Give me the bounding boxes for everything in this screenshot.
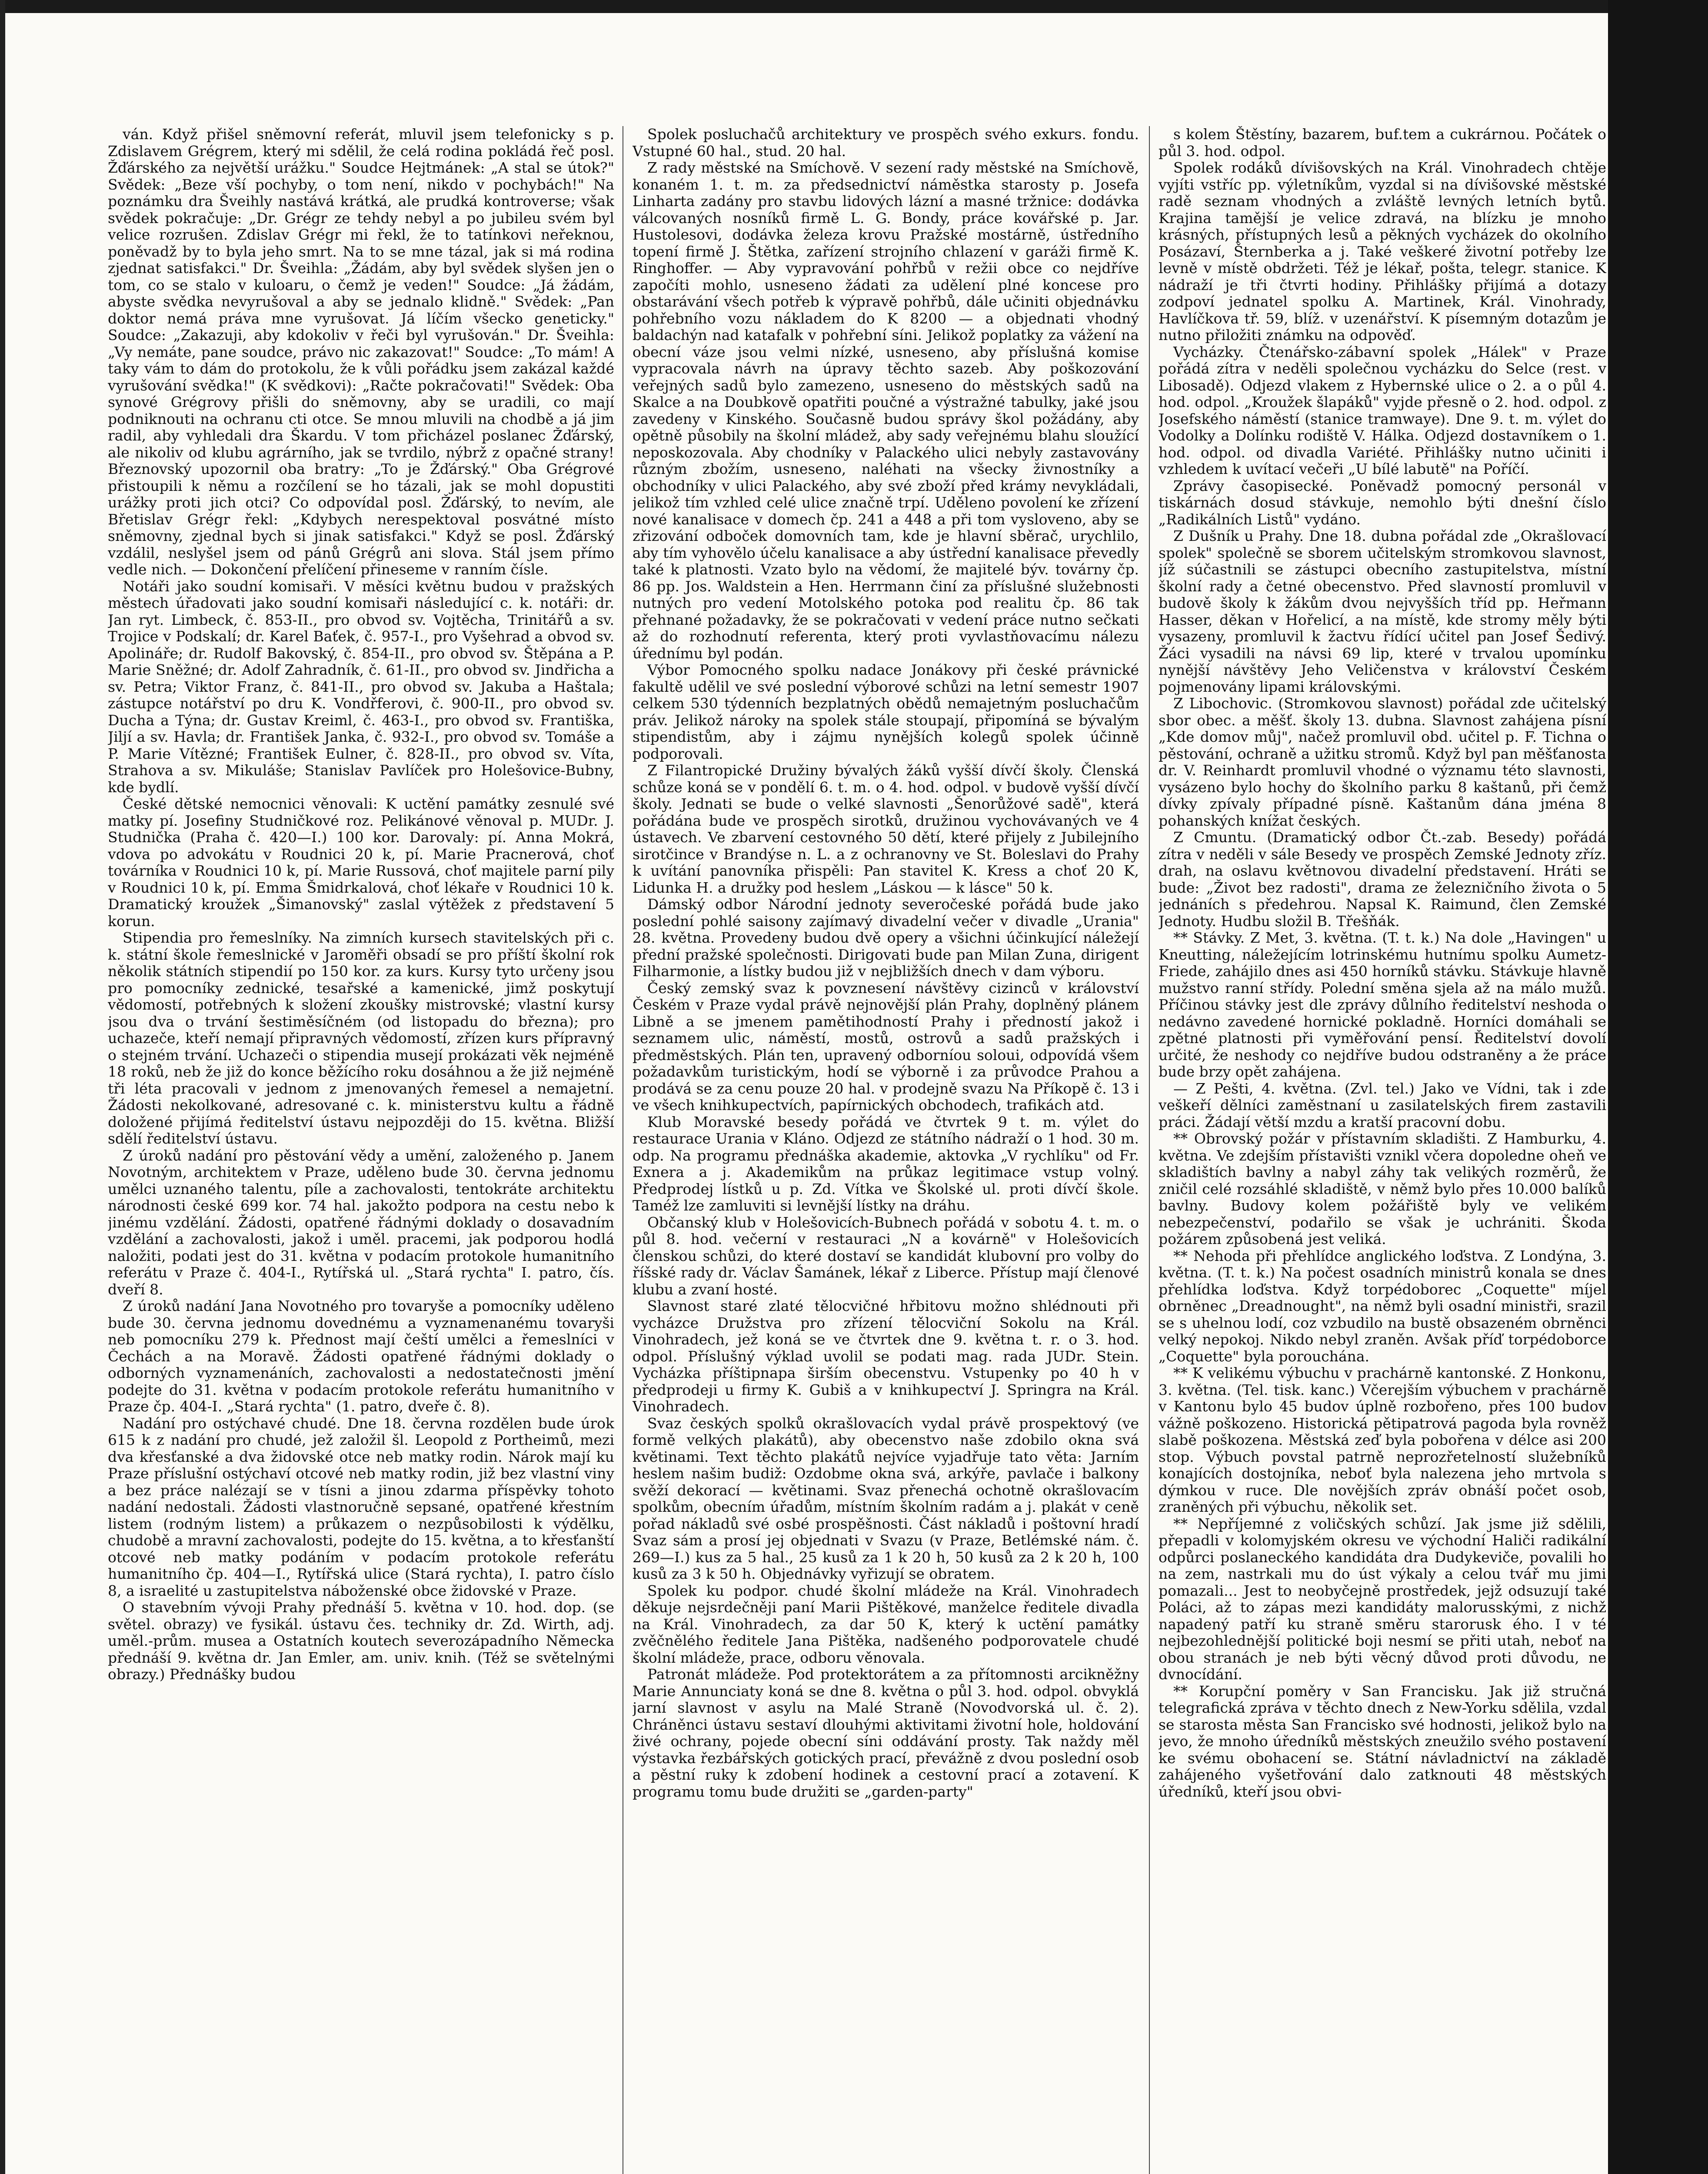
article-paragraph: Patronát mládeže. Pod protektorátem a za přítomnosti arcikněžny Marie Annunciaty koná se dne 8. května o půl 3. hod. odpol. obvyklá jarní slavnost v asylu na Malé Straně (Novodvorská ul. č. 2). Chráněnci ústavu sestaví dlouhými aktivitami životní hole, holdování živé ochrany, pojede obecní síni oddávání prosty. Tak naždy měl výstavka řezbářských gotických prací, převážně z dvou poslední osob a pěstní ruky k zdobení hodinek a cestovní prací a zotavení. K programu tomu bude družiti se „garden-party" xyxy=(633,1666,1139,1800)
article-paragraph: Spolek posluchačů architektury ve prospěch svého exkurs. fondu. Vstupné 60 hal., stud. 20 hal. xyxy=(633,126,1139,160)
article-paragraph: České dětské nemocnici věnovali: K uctění památky zesnulé své matky pí. Josefiny Studničkové roz. Pelikánové věnoval p. MUDr. J. Studnička (Praha č. 420—I.) 100 kor. Darovaly: pí. Anna Mokrá, vdova po advokátu v Roudnici 20 k, pí. Marie Pracnerová, choť továrníka v Roudnici 10 k, pí. Marie Russová, choť majitele parní pily v Roudnici 10 k, pí. Emma Šmidrkalová, choť lékaře v Roudnici 10 k. Dramatický kroužek „Šimanovský" zaslal výtěžek z představení 5 korun. xyxy=(108,795,614,930)
article-paragraph: Český zemský svaz k povznesení návštěvy cizinců v království Českém v Praze vydal právě nejnovější plán Prahy, doplněný plánem Libně a se jmenem pamětihodností Prahy i předností jakož i seznamem ulic, náměstí, mostů, ostrovů a sadů pražských i předměstských. Plán ten, upravený odborníou soloui, odpovídá všem požadavkům turistickým, hodí se výborně i za průvodce Prahou a prodává se za cenu pouze 20 hal. v prodejně svazu Na Příkopě č. 13 i ve všech knihkupectvích, papírnických obchodech, trafikách atd. xyxy=(633,979,1139,1114)
article-paragraph: Stipendia pro řemeslníky. Na zimních kursech stavitelských při c. k. státní škole řemeslnické v Jaroměři obsadí se pro příští školní rok několik státních stipendií po 150 kor. za kurs. Kursy tyto určeny jsou pro pomocníky zednické, tesařské a kamenické, jimž poskytují vědomostí, potřebných k složení zkoušky mistrovské; vlastní kursy jsou dva o trvání šestiměsíčném (od listopadu do března); pro uchazeče, kteří nemají připravných vědomostí, zřízen kurs přípravný o stejném trvání. Uchazeči o stipendia musejí prokázati věk nejméně 18 roků, neb že již do konce běžícího roku dosáhnou a že již nejméně tři léta pracovali v jednom z jmenovaných řemesel a nemajetní. Žádosti nekolkované, adresované c. k. ministerstvu kultu a řádně doložené přijímá ředitelství ústavu nejpozději do 15. května. Bližší sdělí ředitelství ústavu. xyxy=(108,929,614,1147)
scan-border-left xyxy=(0,0,5,2174)
text-column-right xyxy=(1159,126,1606,2174)
article-paragraph: Z rady městské na Smíchově. V sezení rady městské na Smíchově, konaném 1. t. m. za předsednictví náměstka starosty p. Josefa Linharta zadány pro stavbu lidových lázní a masné tržnice: dodávka válcovaných nosníků firmě L. G. Bondy, práce kovářské p. Jar. Hustolesovi, dodávka železa krovu Pražské mostárně, ústředního topení firmě J. Štětka, zařízení strojního chlazení v garáži firmě K. Ringhoffer. — Aby vypravování pohřbů v režii obce co nejdříve započíti mohlo, usneseno žádati za udělení plné koncese pro obstarávání všech potřeb k výpravě pohřbů, dále učiniti objednávku pohřebního vozu nákladem do K 8200 — a objednati vhodný baldachýn nad katafalk v pohřební síni. Jelikož poplatky za vážení na obecní váze jsou velmi nízké, usneseno, aby příslušná komise vypracovala návrh na úpravy těchto sazeb. Aby poškozování veřejných sadů bylo zamezeno, usneseno do městských sadů na Skalce a na Doubkově opatřiti poučné a výstražné tabulky, jaké jsou zavedeny v Kinského. Současně budou správy škol požádány, aby opětně působily na školní mládež, aby sady veřejnému blahu sloužící neposkozovala. Aby chodníky v Palackého ulici nebyly zastavovány různým zbožím, usneseno, naléhati na všecky živnostníky a obchodníky v ulici Palackého, aby své zboží před krámy nevykládali, jelikož tím vzhled celé ulice značně trpí. Uděleno povolení ke zřízení nové kanalisace v domech čp. 241 a 448 a při tom vysloveno, aby se zřizování odboček domovních tam, kde je hlavní sběrač, urychlilo, aby tím vyhovělo účelu kanalisace a aby ústřední kanalisace převedly také k platnosti. Vzato bylo na vědomí, že majitelé býv. továrny čp. 86 pp. Jos. Waldstein a Hen. Herrmann činí za příslušné služebnosti nutných pro vedení Motolského potoka pod realitu čp. 86 tak přehnané požadavky, že se pokračovati v vedení práce nutno sečkati až do rozhodnutí referenta, který proti vyvlastňovacímu nálezu úřednímu byl podán. xyxy=(633,159,1139,662)
article-paragraph: ** Korupční poměry v San Francisku. Jak již stručná telegrafická zpráva v těchto dnech z New-Yorku sdělila, vzdal se starosta města San Francisko své hodnosti, jelikož bylo na jevo, že mnoho úředníků městských zneužilo svého postavení ke svému obohacení se. Státní návladnictví na základě zahájeného vyšetřování dalo zatknouti 48 městských úředníků, kteří jsou obvi- xyxy=(1159,1682,1606,1800)
article-paragraph: Vycházky. Čtenářsko-zábavní spolek „Hálek" v Praze pořádá zítra v neděli společnou vycházku do Selce (rest. v Libosadě). Odjezd vlakem z Hybernské ulice o 2. a o půl 4. hod. odpol. „Kroužek šlapáků" vyjde přesně o 2. hod. odpol. z Josefského náměstí (stanice tramwaye). Dne 9. t. m. výlet do Vodolky a Dolínku rodiště V. Hálka. Odjezd dostavníkem o 1. hod. odpol. od divadla Variété. Přihlášky nutno učiniti i vzhledem k uvítací večeři „U bílé labutě" na Poříčí. xyxy=(1159,343,1606,477)
article-paragraph: Notáři jako soudní komisaři. V měsíci květnu budou v pražských městech úřadovati jako soudní komisaři následující c. k. notáři: dr. Jan ryt. Limbeck, č. 853-II., pro obvod sv. Vojtěcha, Trinitářů a sv. Trojice v Podskalí; dr. Karel Baťek, č. 957-I., pro Vyšehrad a obvod sv. Apolináře; dr. Rudolf Bakovský, č. 854-II., pro obvod sv. Štěpána a P. Marie Sněžné; dr. Adolf Zahradník, č. 61-II., pro obvod sv. Jindřicha a sv. Petra; Viktor Franz, č. 841-II., pro obvod sv. Jakuba a Haštala; zástupce notářství po dru K. Vondřferovi, č. 900-II., pro obvod sv. Ducha a Týna; dr. Gustav Kreiml, č. 463-I., pro obvod sv. Františka, Jiljí a sv. Havla; dr. František Janka, č. 932-I., pro obvod sv. Tomáše a P. Marie Vítězné; František Eulner, č. 828-II., pro obvod sv. Víta, Strahova a sv. Mikuláše; Stanislav Pavlíček pro Holešovice-Bubny, kde bydlí. xyxy=(108,577,614,796)
article-paragraph: ** Nepříjemné z voličských schůzí. Jak jsme již sdělili, přepadli v kolomyjském okresu ve východní Haliči radikální odpůrci poslaneckého kandidáta dra Dudykeviče, povalili ho na zem, nastrkali mu do úst výkaly a celou tvář mu jimi pomazali... Jest to neobyčejně prostředek, jejž odsuzují také Poláci, až to zápas mezi kandidáty malorusskými, z nichž napadený patří ku straně směru starorusk ého. I v té nejbezohlednější politické boji nesmí se přiti utah, neboť na obou stranách je neb býti věcný důvod proti důvodu, ne dvnocídání. xyxy=(1159,1515,1606,1683)
article-paragraph: O stavebním vývoji Prahy přednáší 5. května v 10. hod. dop. (se světel. obrazy) ve fysikál. ústavu čes. techniky dr. Zd. Wirth, adj. uměl.-prům. musea a Ostatních koutech severozápadního Německa přednáší 9. května dr. Jan Emler, am. univ. knih. (Též se světelnými obrazy.) Přednášky budou xyxy=(108,1599,614,1683)
column-divider xyxy=(1149,126,1150,2174)
article-paragraph: Z Dušník u Prahy. Dne 18. dubna pořádal zde „Okrašlovací spolek" společně se sborem učitelským stromkovou slavnost, jíž súčastnili se zástupci obecního zastupitelstva, místní školní rady a četné obecenstvo. Před slavností promluvil v budově školy k žákům dvou nejvyšších tříd pp. Heřmann Hasser, děkan v Hořelicí, a na místě, kde stromy měly býti vysazeny, promluvil k žactvu řídící učitel pan Josef Šedivý. Žáci vysadili na návsi 69 lip, které v trvalou upomínku nynější návštěvy Jeho Veličenstva v království Českém pojmenovány lipami královskými. xyxy=(1159,527,1606,695)
text-column-middle xyxy=(633,126,1139,2174)
article-paragraph: Dámský odbor Národní jednoty severočeské pořádá bude jako poslední pohlé saisony zajímavý divadelní večer v divadle „Urania" 28. května. Provedeny budou dvě opery a všichni účinkující náležejí přední pražské společnosti. Dirigovati bude pan Milan Zuna, dirigent Filharmonie, a lístky budou již v nejbližších dnech v dam výboru. xyxy=(633,896,1139,980)
article-paragraph: ** Stávky. Z Met, 3. května. (T. t. k.) Na dole „Havingen" u Kneutting, náležejícím lotrinskému hutnímu spolku Aumetz-Friede, zahájilo dnes asi 450 horníků stávku. Stávkuje hlavně mužstvo ranní střídy. Polední směna sjela až na málo mužů. Příčinou stávky jest dle zprávy důlního ředitelství neshoda o nedávno zavedené hornické pokladně. Horníci domáhali se zpětné platnosti při vyměřování pensí. Ředitelství dovolí určité, že neshody co nejdříve budou odstraněny a že práce bude brzy opět zahájena. xyxy=(1159,929,1606,1080)
scan-border-top xyxy=(0,0,1708,13)
article-paragraph: ** Obrovský požár v přístavním skladišti. Z Hamburku, 4. května. Ve zdejším přístavišti vznikl včera dopoledne oheň ve skladištích bavlny a nabyl záhy tak velikých rozměrů, že zničil celé rozsáhlé skladiště, v němž bylo přes 10.000 balíků bavlny. Budovy kolem požářiště byly ve velikém nebezpečenství, podařilo se však je uchrániti. Škoda požárem způsobená jest veliká. xyxy=(1159,1130,1606,1247)
article-paragraph: Z úroků nadání Jana Novotného pro tovaryše a pomocníky uděleno bude 30. června jednomu dovednému a vyznamenanému tovaryši neb pomocníku 279 k. Přednost mají čeští umělci a řemeslníci v Čechách a na Moravě. Žádosti opatřené řádnými doklady o odborných vyznamenáních, zachovalosti a nedostatečnosti jmění podejte do 31. května v podacím protokole referátu humanitního v Praze čp. 404-I. „Stará rychta" (1. patro, dveře č. 8). xyxy=(108,1297,614,1415)
article-paragraph: s kolem Štěstíny, bazarem, buf.tem a cukrárnou. Počátek o půl 3. hod. odpol. xyxy=(1159,126,1606,160)
article-paragraph: ** Nehoda při přehlídce anglického loďstva. Z Londýna, 3. května. (T. t. k.) Na počest osadních ministrů konala se dnes přehlídka loďstva. Když torpédoborec „Coquette" míjel obrněnec „Dreadnought", na němž byli osadní ministři, srazil se s uhelnou lodí, coz vzbudilo na bustě obsazeném obrněnci velký nepokoj. Nikdo nebyl zraněn. Avšak příď torpédoborce „Coquette" byla porouchána. xyxy=(1159,1247,1606,1365)
article-paragraph: Slavnost staré zlaté tělocvičné hřbitovu možno shlédnouti při vycházce Družstva pro zřízení tělocviční Sokolu na Král. Vinohradech, jež koná se ve čtvrtek dne 9. května t. r. o 3. hod. odpol. Příslušný výklad uvolil se podati mag. rada JUDr. Stein. Vycházka příštipnapa širším obecenstvu. Vstupenky po 40 h v předprodeji u firmy K. Gubiš a v knihkupectví J. Springra na Král. Vinohradech. xyxy=(633,1297,1139,1415)
text-column-left xyxy=(108,126,614,2174)
article-paragraph: Z Cmuntu. (Dramatický odbor Čt.-zab. Besedy) pořádá zítra v neděli v sále Besedy ve prospěch Zemské Jednoty zříz. drah, na oslavu květnovou divadelní představení. Hráti se bude: „Život bez radosti", drama ze železničního života o 5 jednáních s předehrou. Napsal K. Raimund, člen Zemské Jednoty. Hudbu složil B. Třešňák. xyxy=(1159,829,1606,930)
article-paragraph: Občanský klub v Holešovicích-Bubnech pořádá v sobotu 4. t. m. o půl 8. hod. večerní v restauraci „N a kovárně" v Holešovicích členskou schůzi, do které dostaví se kandidát klubovní pro volby do říšské rady dr. Václav Šamánek, lékař z Liberce. Přístup mají členové klubu a zvaní hosté. xyxy=(633,1214,1139,1298)
article-paragraph: Výbor Pomocného spolku nadace Jonákovy při české právnické fakultě udělil ve své poslední výborové schůzi na letní semestr 1907 celkem 530 týdenních bezplatných obědů nemajetným posluchačům práv. Jelikož nároky na spolek stále stoupají, připomíná se bývalým stipendistům, aby i zájmu nynějších kolegů spolek účinně podporovali. xyxy=(633,661,1139,762)
article-paragraph: Svaz českých spolků okrašlovacích vydal právě prospektový (ve formě velkých plakátů), aby obecenstvo naše zdobilo okna svá květinami. Text těchto plakátů nejvíce vyjadřuje tato věta: Jarním heslem našim budiž: Ozdobme okna svá, arkýře, pavlače i balkony svěží dekorací — květinami. Svaz přenechá ochotně okrašlovacím spolkům, obecním úřadům, místním školním radám a j. plakát v ceně pořad nákladů své osbé prospěšnosti. Část nákladů i poštovní hradí Svaz sám a prosí jej objednati v Svazu (v Praze, Betlémské nám. č. 269—I.) kus za 5 hal., 25 kusů za 1 k 20 h, 50 kusů za 2 k 20 h, 100 kusů za 3 k 50 h. Objednávky vyřizují se obratem. xyxy=(633,1414,1139,1582)
article-paragraph: Z Libochovic. (Stromkovou slavnost) pořádal zde učitelský sbor obec. a měšť. školy 13. dubna. Slavnost zahájena písní „Kde domov můj", načež promluvil obd. učitel p. F. Tichna o pěstování, ochraně a užitku stromů. Když byl pan měšťanosta dr. V. Reinhardt promluvil vhodné o významu této slavnosti, vysázeno bylo hochy do školního parku 8 kaštanů, při čemž dívky zpívaly případné písně. Kaštanům dána jména 8 pohanských knížat českých. xyxy=(1159,695,1606,829)
article-paragraph: — Z Pešti, 4. května. (Zvl. tel.) Jako ve Vídni, tak i zde veškeří dělníci zaměstnaní u zasilatelských firem zastavili práci. Žádají větší mzdu a kratší pracovní dobu. xyxy=(1159,1080,1606,1130)
article-paragraph: ván. Když přišel sněmovní referát, mluvil jsem telefonicky s p. Zdislavem Grégrem, který mi sdělil, že celá rodina pokládá řeč posl. Žďárského za největší urážku." Soudce Hejtmánek: „A stal se útok?" Svědek: „Beze vší pochyby, o tom není, nikdo v pochybách!" Na poznámku dra Šveihly nastává krátká, ale prudká kontroverse; však svědek pokračuje: „Dr. Grégr ze tehdy nebyl a po jubileu svém byl velice rozrušen. Zdislav Grégr mi řekl, že to tatínkovi neřeknou, poněvadž by to byla jeho smrt. Na to se mne tázal, jak si má rodina zjednat satisfakci." Dr. Šveihla: „Žádám, aby byl svědek slyšen jen o tom, co se stalo v kuloaru, o čemž je veden!" Soudce: „Já žádám, abyste svědka nevyrušoval a aby se jednalo klidně." Svědek: „Pan doktor nemá práva mne vyrušovat. Já líčím všecko geneticky." Soudce: „Zakazuji, aby kdokoliv v řeči byl vyrušován." Dr. Šveihla: „Vy nemáte, pane soudce, právo nic zakazovat!" Soudce: „To mám! A taky vám to dám do protokolu, že k vůli pořádku jsem zakázal každé vyrušování svědka!" (K svědkovi): „Račte pokračovati!" Svědek: Oba synové Grégrovy přišli do sněmovny, aby se uradili, co mají podniknouti na ochranu cti otce. Se mnou mluvili na chodbě a já jim radil, aby vyhledali dra Škardu. V tom přicházel poslanec Žďárský, ale nikoliv od klubu agrárního, jak se tvrdilo, nýbrž z opačné strany! Březnovský upozornil oba bratry: „To je Žďárský." Oba Grégrové přistoupili k němu a rozčílení se ho tázali, jak se mohl dopustiti urážky proti jich otci? Co odpovídal posl. Žďárský, to nevím, ale Břetislav Grégr řekl: „Kdybych nerespektoval posvátné místo sněmovny, zjednal bych si jinak satisfakci." Když se posl. Žďárský vzdálil, neslyšel jsem od pánů Grégrů ani slova. Stál jsem přímo vedle nich. — Dokončení přelíčení přineseme v ranním čísle. xyxy=(108,126,614,578)
article-paragraph: Z úroků nadání pro pěstování vědy a umění, založeného p. Janem Novotným, architektem v Praze, uděleno bude 30. června jednomu umělci uznaného talentu, píle a zachovalosti, tentokráte architektu národnosti české 699 kor. 74 hal. jakožto podpora na cestu nebo k jinému vzdělání. Žádosti, opatřené řádnými doklady o dosavadním vzdělání a zachovalosti, jakož i uměl. pracemi, jak podporou hodlá naložiti, podati jest do 31. května v podacím protokole humanitního referátu v Praze č. 404-I., Rytířská ul. „Stará rychta" I. patro, čís. dveří 8. xyxy=(108,1147,614,1298)
article-paragraph: Spolek rodáků dívišovských na Král. Vinohradech chtěje vyjíti vstříc pp. výletníkům, vyzdal si na dívišovské městské radě seznam vhodných a zvláště levných letních bytů. Krajina tamější je velice zdravá, na blízku je mnoho krásných, přístupných lesů a pěkných vycházek do okolního Posázaví, Šternberka a j. Také veškeré životní potřeby lze levně v místě obdržeti. Též je lékař, pošta, telegr. stanice. K nádraží je tři čtvrti hodiny. Přihlášky přijímá a dotazy zodpoví jednatel spolku A. Martinek, Král. Vinohrady, Havlíčkova tř. 59, blíž. v uzenářství. K písemným dotazům je nutno přiložiti známku na odpověď. xyxy=(1159,159,1606,343)
article-paragraph: Nadání pro ostýchavé chudé. Dne 18. června rozdělen bude úrok 615 k z nadání pro chudé, jež založil šl. Leopold z Portheimů, mezi dva křesťanské a dva židovské otce neb matky rodin. Nárok mají ku Praze příslušní ostýchaví otcové neb matky rodin, již bez vlastní viny a bez práce nalézají se v tísni a jinou zdarma příspěvky tohoto nadání nedostali. Žádosti vlastnoručně sepsané, opatřené křestním listem (rodným listem) a průkazem o nezpůsobilosti k výdělku, chudobě a mravní zachovalosti, podejte do 15. května, a to křesťanští otcové neb matky podáním v podacím protokole referátu humanitního čp. 404—I., Rytířská ulice (Stará rychta), I. patro číslo 8, a israelité u zastupitelstva náboženské obce židovské v Praze. xyxy=(108,1414,614,1599)
article-paragraph: Zprávy časopisecké. Poněvadž pomocný personál v tiskárnách dosud stávkuje, nemohlo býti dnešní číslo „Radikálních Listů" vydáno. xyxy=(1159,477,1606,528)
article-paragraph: Z Filantropické Družiny bývalých žáků vyšší dívčí školy. Členská schůze koná se v pondělí 6. t. m. o 4. hod. odpol. v budově vyšší dívčí školy. Jednati se bude o velké slavnosti „Šenorůžové sadě", která pořádána bude ve prospěch sirotků, družinou vychovávaných ve 4 ústavech. Ve zbarvení cestovného 50 dětí, které přijely z Jubilejního sirotčince v Brandýse n. L. a z ochranovny ve St. Boleslavi do Prahy k uvítání panovníka přispěli: Pan stavitel K. Kress a choť 20 K, Lidunka H. a družky pod heslem „Láskou — k lásce" 50 k. xyxy=(633,762,1139,896)
scan-border-right xyxy=(1608,0,1708,2174)
article-paragraph: Spolek ku podpor. chudé školní mládeže na Král. Vinohradech děkuje nejsrdečněji paní Marii Pištěkové, manželce ředitele divadla na Král. Vinohradech, za dar 50 K, který k uctění památky zvěčnělého ředitele Jana Pištěka, nadšeného podporovatele chudé školní mládeže, prace, odboru věnovala. xyxy=(633,1582,1139,1666)
article-paragraph: Klub Moravské besedy pořádá ve čtvrtek 9 t. m. výlet do restaurace Urania v Kláno. Odjezd ze státního nádraží o 1 hod. 30 m. odp. Na programu přednáška akademie, aktovka „V rychlíku" od Fr. Exnera a j. Akademikům na průkaz legitimace vstup volný. Předprodej lístků u p. Zd. Vítka ve Školské ul. proti dívčí škole. Taméž lze zamluviti si levnější lístky na dráhu. xyxy=(633,1113,1139,1214)
article-paragraph: ** K velikému výbuchu v prachárně kantonské. Z Honkonu, 3. května. (Tel. tisk. kanc.) Včerejším výbuchem v prachárně v Kantonu bylo 45 budov úplně rozbořeno, přes 100 budov vážně poškozeno. Historická pětipatrová pagoda byla rovněž slabě poškozena. Městská zeď byla pobořena v délce asi 200 stop. Výbuch povstal patrně neprozřetelností služebníků konajících dostojníka, neboť byla nalezena jeho mrtvola s dýmkou v ruce. Dle novějších zpráv obnáší počet osob, zraněných při výbuchu, několik set. xyxy=(1159,1364,1606,1515)
